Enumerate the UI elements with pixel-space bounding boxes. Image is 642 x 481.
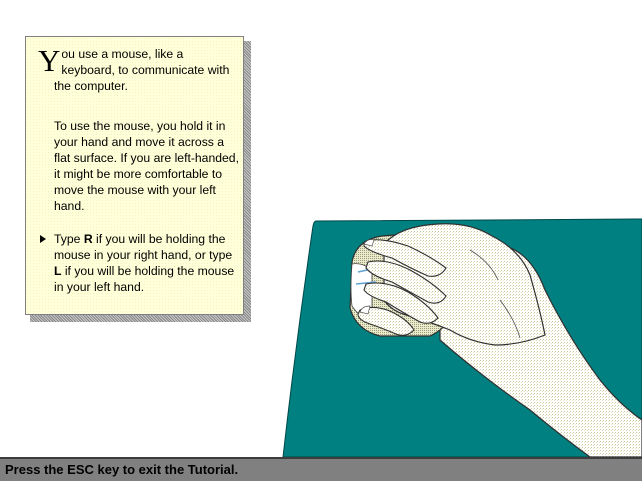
key-l-label: L [54,264,62,278]
usage-paragraph: To use the mouse, you hold it in your hand and move it across a flat surface. If you are left-handed, it might be more comfortable to move the mouse with your left hand. [54,119,239,213]
status-message: Press the ESC key to exit the Tutorial. [5,462,239,477]
intro-text: ou use a mouse, like a keyboard, to communicate with the computer. [54,47,230,93]
dropcap-letter: Y [38,43,61,78]
instruction-text-b: if you will be holding the mouse in your right hand, or type [54,232,233,262]
key-r-label: R [83,232,93,246]
instruction-text-a: Type [54,232,84,246]
instruction-text-c: if you will be holding the mouse in your left hand. [54,264,235,294]
status-bar [0,457,642,481]
